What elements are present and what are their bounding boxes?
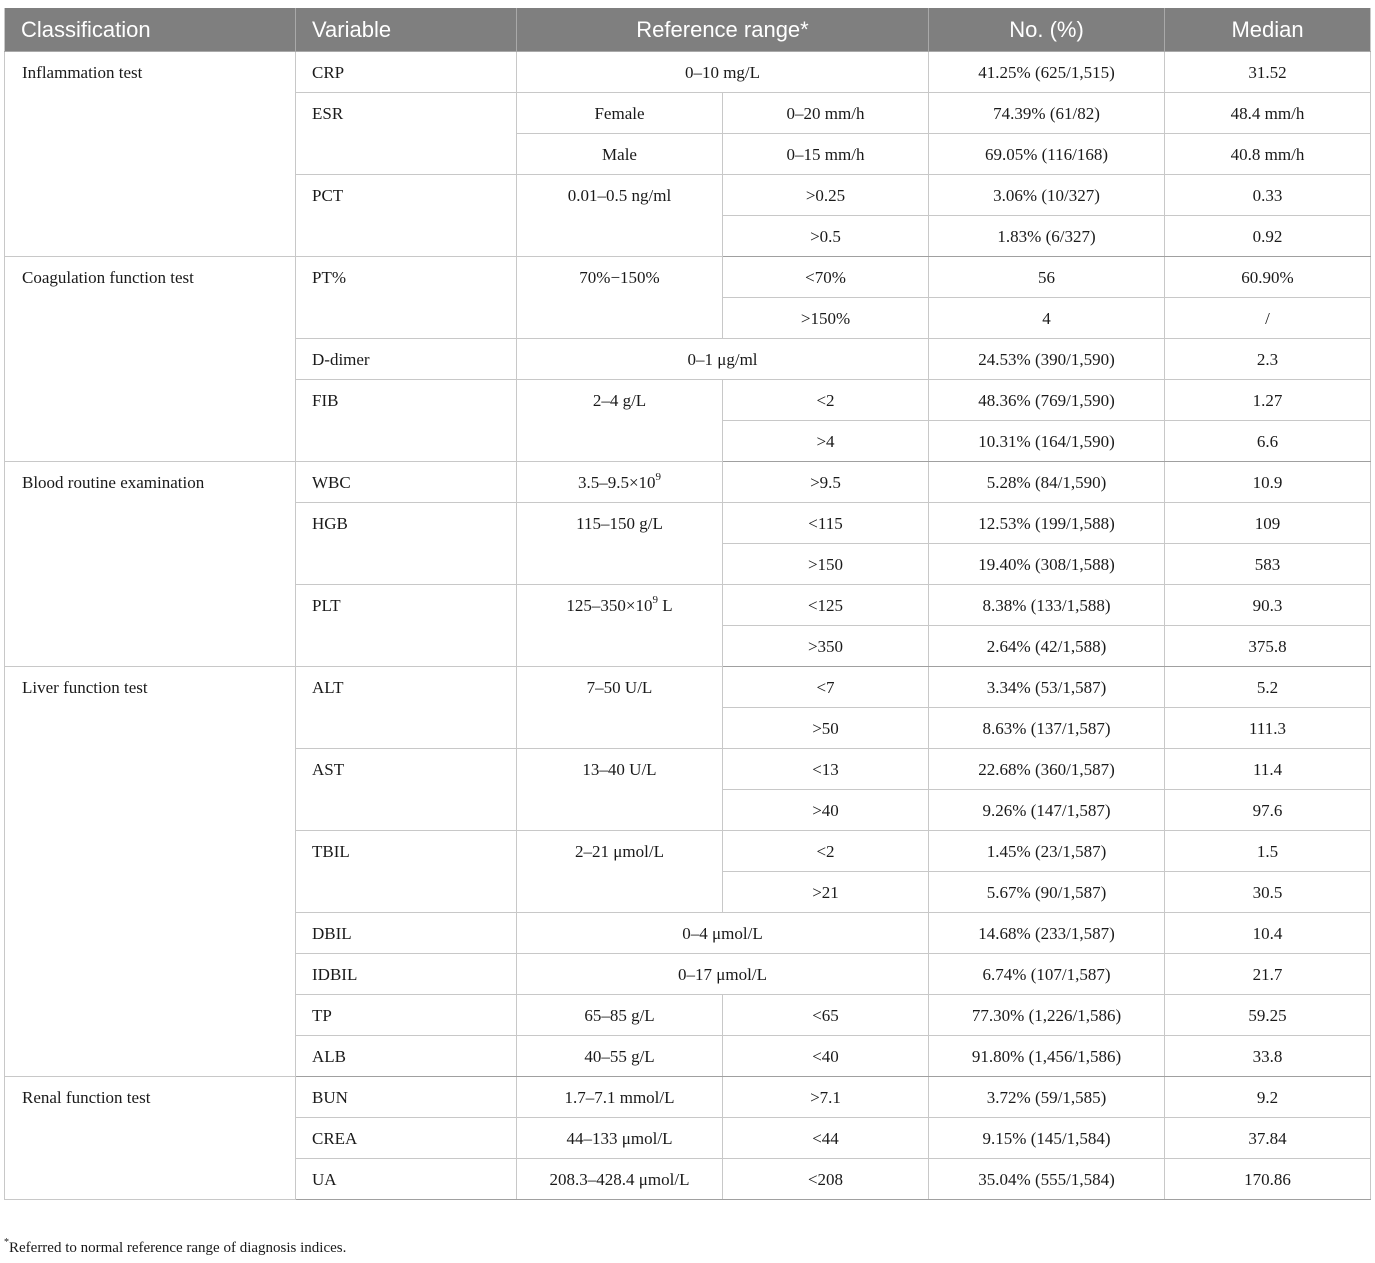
variable-cell: TBIL bbox=[296, 831, 517, 913]
reference-range-cell: 0–20 mm/h bbox=[723, 93, 929, 134]
pct-cell: 1.45% (23/1,587) bbox=[929, 831, 1165, 872]
reference-range-cell: 13–40 U/L bbox=[517, 749, 723, 831]
pct-cell: 48.36% (769/1,590) bbox=[929, 380, 1165, 421]
variable-cell: TP bbox=[296, 995, 517, 1036]
median-cell: 0.33 bbox=[1165, 175, 1371, 216]
cutoff-cell: >9.5 bbox=[723, 462, 929, 503]
reference-range-cell bbox=[517, 585, 723, 667]
pct-cell: 8.38% (133/1,588) bbox=[929, 585, 1165, 626]
classification-cell: Inflammation test bbox=[5, 52, 296, 257]
range-text: 125–350×10 bbox=[566, 596, 653, 615]
variable-cell: ALB bbox=[296, 1036, 517, 1077]
median-cell: 90.3 bbox=[1165, 585, 1371, 626]
pct-cell: 9.26% (147/1,587) bbox=[929, 790, 1165, 831]
pct-cell: 91.80% (1,456/1,586) bbox=[929, 1036, 1165, 1077]
table-row bbox=[5, 257, 1371, 298]
reference-range-cell: 115–150 g/L bbox=[517, 503, 723, 585]
median-cell: / bbox=[1165, 298, 1371, 339]
cutoff-cell: <208 bbox=[723, 1159, 929, 1200]
pct-cell: 2.64% (42/1,588) bbox=[929, 626, 1165, 667]
variable-cell: D-dimer bbox=[296, 339, 517, 380]
cutoff-cell: <44 bbox=[723, 1118, 929, 1159]
variable-cell: HGB bbox=[296, 503, 517, 585]
variable-cell: IDBIL bbox=[296, 954, 517, 995]
pct-cell: 9.15% (145/1,584) bbox=[929, 1118, 1165, 1159]
reference-range-cell: 0.01–0.5 ng/ml bbox=[517, 175, 723, 257]
pct-cell: 77.30% (1,226/1,586) bbox=[929, 995, 1165, 1036]
table-footnote bbox=[4, 1237, 347, 1257]
pct-cell: 12.53% (199/1,588) bbox=[929, 503, 1165, 544]
variable-cell: AST bbox=[296, 749, 517, 831]
cutoff-cell: <7 bbox=[723, 667, 929, 708]
classification-cell: Renal function test bbox=[5, 1077, 296, 1200]
table-row bbox=[5, 52, 1371, 93]
reference-range-cell: 2–21 μmol/L bbox=[517, 831, 723, 913]
pct-cell: 41.25% (625/1,515) bbox=[929, 52, 1165, 93]
range-text: 3.5–9.5×10 bbox=[577, 473, 656, 492]
footnote-mark: * bbox=[4, 1237, 9, 1248]
header-classification: Classification bbox=[5, 8, 296, 52]
median-cell: 11.4 bbox=[1165, 749, 1371, 790]
cutoff-cell: >0.5 bbox=[723, 216, 929, 257]
range-exponent: 9 bbox=[652, 594, 658, 607]
median-cell: 9.2 bbox=[1165, 1077, 1371, 1118]
median-cell: 21.7 bbox=[1165, 954, 1371, 995]
median-cell: 48.4 mm/h bbox=[1165, 93, 1371, 134]
pct-cell: 69.05% (116/168) bbox=[929, 134, 1165, 175]
median-cell: 1.27 bbox=[1165, 380, 1371, 421]
header-median: Median bbox=[1165, 8, 1371, 52]
median-cell: 33.8 bbox=[1165, 1036, 1371, 1077]
pct-cell: 8.63% (137/1,587) bbox=[929, 708, 1165, 749]
classification-cell: Liver function test bbox=[5, 667, 296, 1077]
variable-cell: ALT bbox=[296, 667, 517, 749]
median-cell: 5.2 bbox=[1165, 667, 1371, 708]
reference-range-cell bbox=[517, 462, 723, 503]
sex-cell: Female bbox=[517, 93, 723, 134]
variable-cell: DBIL bbox=[296, 913, 517, 954]
pct-cell: 35.04% (555/1,584) bbox=[929, 1159, 1165, 1200]
pct-cell: 5.28% (84/1,590) bbox=[929, 462, 1165, 503]
variable-cell: ESR bbox=[296, 93, 517, 175]
cutoff-cell: <40 bbox=[723, 1036, 929, 1077]
classification-cell: Coagulation function test bbox=[5, 257, 296, 462]
cutoff-cell: >4 bbox=[723, 421, 929, 462]
cutoff-cell: <65 bbox=[723, 995, 929, 1036]
variable-cell: PLT bbox=[296, 585, 517, 667]
pct-cell: 6.74% (107/1,587) bbox=[929, 954, 1165, 995]
cutoff-cell: <2 bbox=[723, 831, 929, 872]
lab-results-table bbox=[4, 8, 1371, 1200]
median-cell: 60.90% bbox=[1165, 257, 1371, 298]
reference-range-cell: 0–10 mg/L bbox=[517, 52, 929, 93]
median-cell: 0.92 bbox=[1165, 216, 1371, 257]
pct-cell: 22.68% (360/1,587) bbox=[929, 749, 1165, 790]
cutoff-cell: >350 bbox=[723, 626, 929, 667]
pct-cell: 56 bbox=[929, 257, 1165, 298]
cutoff-cell: <115 bbox=[723, 503, 929, 544]
median-cell: 170.86 bbox=[1165, 1159, 1371, 1200]
variable-cell: FIB bbox=[296, 380, 517, 462]
reference-range-cell: 2–4 g/L bbox=[517, 380, 723, 462]
table-row bbox=[5, 667, 1371, 708]
header-reference-range: Reference range* bbox=[517, 8, 929, 52]
cutoff-cell: >50 bbox=[723, 708, 929, 749]
median-cell: 6.6 bbox=[1165, 421, 1371, 462]
pct-cell: 19.40% (308/1,588) bbox=[929, 544, 1165, 585]
median-cell: 1.5 bbox=[1165, 831, 1371, 872]
cutoff-cell: >150% bbox=[723, 298, 929, 339]
variable-cell: PCT bbox=[296, 175, 517, 257]
reference-range-cell: 70%−150% bbox=[517, 257, 723, 339]
header-row bbox=[5, 8, 1371, 52]
reference-range-cell: 40–55 g/L bbox=[517, 1036, 723, 1077]
cutoff-cell: >7.1 bbox=[723, 1077, 929, 1118]
variable-cell: BUN bbox=[296, 1077, 517, 1118]
cutoff-cell: >21 bbox=[723, 872, 929, 913]
median-cell: 59.25 bbox=[1165, 995, 1371, 1036]
reference-range-cell: 0–17 μmol/L bbox=[517, 954, 929, 995]
pct-cell: 14.68% (233/1,587) bbox=[929, 913, 1165, 954]
pct-cell: 74.39% (61/82) bbox=[929, 93, 1165, 134]
median-cell: 37.84 bbox=[1165, 1118, 1371, 1159]
pct-cell: 3.06% (10/327) bbox=[929, 175, 1165, 216]
cutoff-cell: >0.25 bbox=[723, 175, 929, 216]
reference-range-cell: 0–15 mm/h bbox=[723, 134, 929, 175]
reference-range-cell: 0–4 μmol/L bbox=[517, 913, 929, 954]
reference-range-cell: 1.7–7.1 mmol/L bbox=[517, 1077, 723, 1118]
header-variable: Variable bbox=[296, 8, 517, 52]
reference-range-cell: 0–1 μg/ml bbox=[517, 339, 929, 380]
pct-cell: 10.31% (164/1,590) bbox=[929, 421, 1165, 462]
median-cell: 109 bbox=[1165, 503, 1371, 544]
reference-range-cell: 7–50 U/L bbox=[517, 667, 723, 749]
cutoff-cell: <125 bbox=[723, 585, 929, 626]
median-cell: 40.8 mm/h bbox=[1165, 134, 1371, 175]
median-cell: 31.52 bbox=[1165, 52, 1371, 93]
median-cell: 10.9 bbox=[1165, 462, 1371, 503]
reference-range-cell: 208.3–428.4 μmol/L bbox=[517, 1159, 723, 1200]
header-no-pct: No. (%) bbox=[929, 8, 1165, 52]
pct-cell: 24.53% (390/1,590) bbox=[929, 339, 1165, 380]
median-cell: 375.8 bbox=[1165, 626, 1371, 667]
range-exponent: 9 bbox=[655, 471, 662, 484]
footnote-text: Referred to normal reference range of diagnosis indices. bbox=[9, 1240, 347, 1256]
cutoff-cell: <2 bbox=[723, 380, 929, 421]
variable-cell: WBC bbox=[296, 462, 517, 503]
reference-range-cell: 44–133 μmol/L bbox=[517, 1118, 723, 1159]
pct-cell: 1.83% (6/327) bbox=[929, 216, 1165, 257]
pct-cell: 3.34% (53/1,587) bbox=[929, 667, 1165, 708]
median-cell: 30.5 bbox=[1165, 872, 1371, 913]
cutoff-cell: <70% bbox=[723, 257, 929, 298]
variable-cell: CRP bbox=[296, 52, 517, 93]
median-cell: 10.4 bbox=[1165, 913, 1371, 954]
median-cell: 97.6 bbox=[1165, 790, 1371, 831]
variable-cell: CREA bbox=[296, 1118, 517, 1159]
cutoff-cell: <13 bbox=[723, 749, 929, 790]
variable-cell: UA bbox=[296, 1159, 517, 1200]
sex-cell: Male bbox=[517, 134, 723, 175]
reference-range-cell: 65–85 g/L bbox=[517, 995, 723, 1036]
table-row bbox=[5, 1077, 1371, 1118]
median-cell: 111.3 bbox=[1165, 708, 1371, 749]
variable-cell: PT% bbox=[296, 257, 517, 339]
cutoff-cell: >40 bbox=[723, 790, 929, 831]
table-row bbox=[5, 462, 1371, 503]
range-suffix: L bbox=[657, 596, 673, 615]
median-cell: 2.3 bbox=[1165, 339, 1371, 380]
classification-cell: Blood routine examination bbox=[5, 462, 296, 667]
median-cell: 583 bbox=[1165, 544, 1371, 585]
pct-cell: 5.67% (90/1,587) bbox=[929, 872, 1165, 913]
pct-cell: 4 bbox=[929, 298, 1165, 339]
cutoff-cell: >150 bbox=[723, 544, 929, 585]
pct-cell: 3.72% (59/1,585) bbox=[929, 1077, 1165, 1118]
